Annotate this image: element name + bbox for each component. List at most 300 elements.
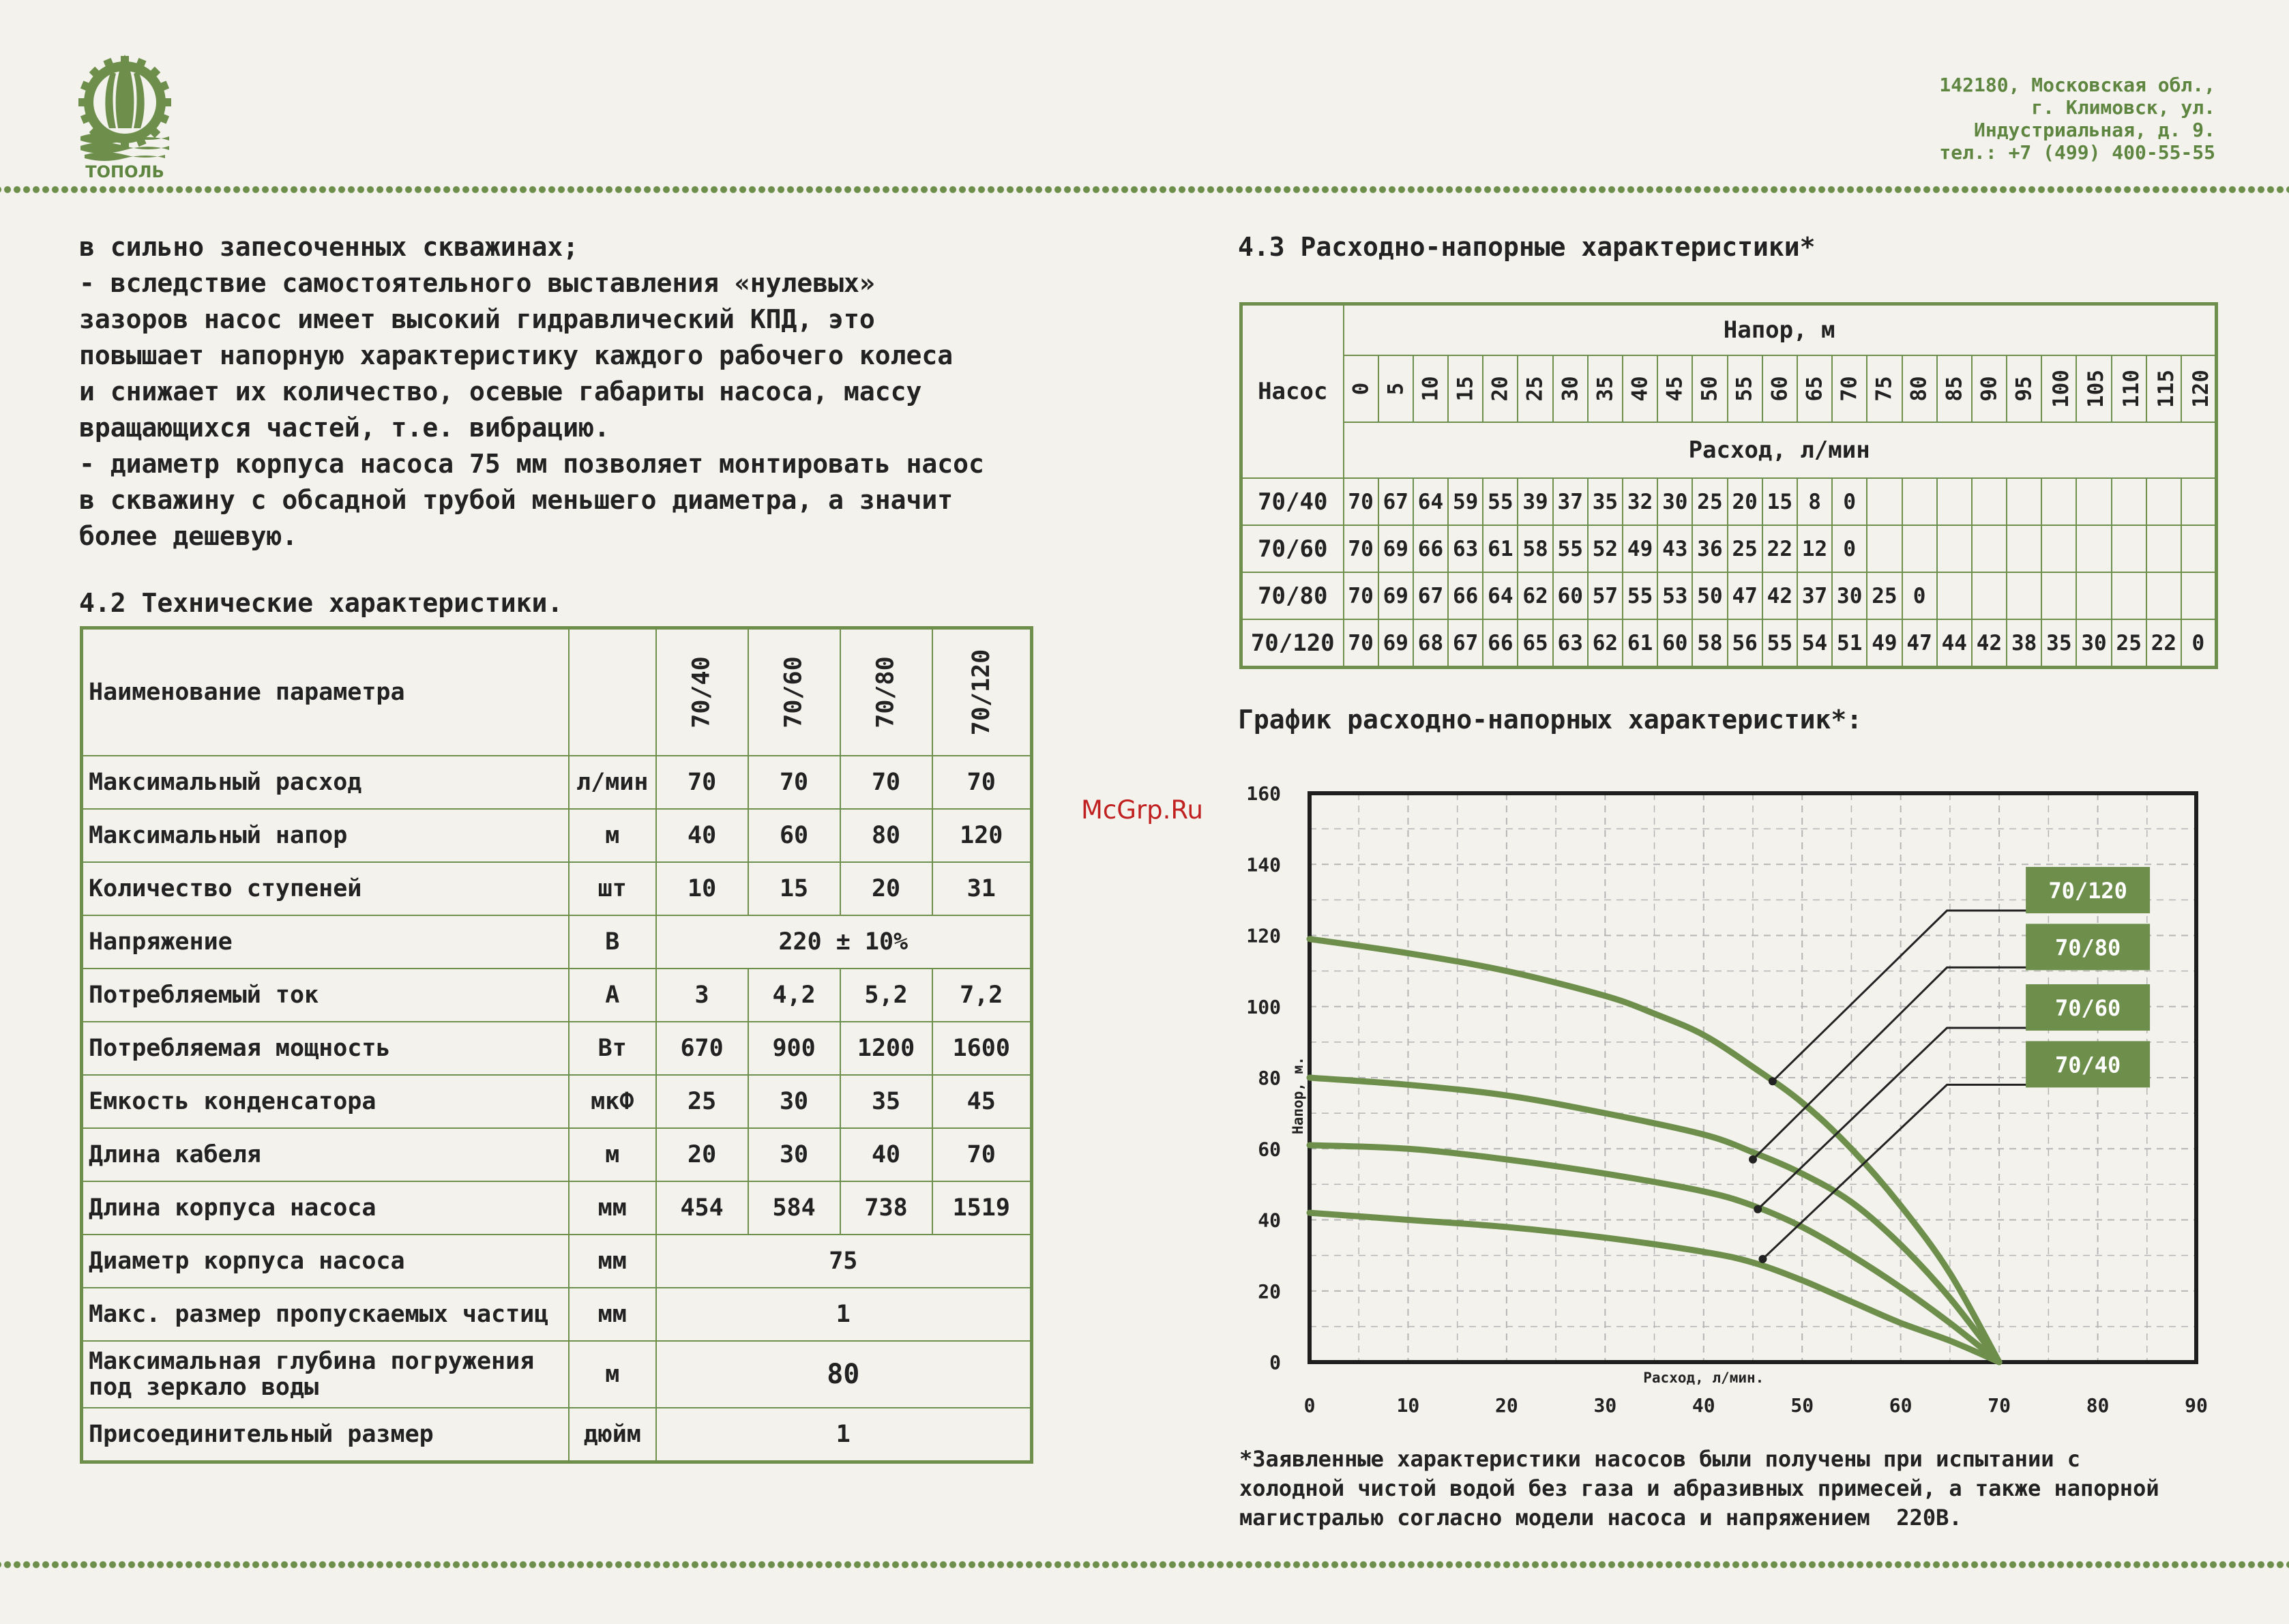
head-value-label: 5 (1383, 382, 1408, 396)
head-value (1344, 355, 1378, 422)
param-value: 70 (932, 1128, 1032, 1181)
table-row (82, 1341, 1032, 1408)
param-value: 45 (932, 1075, 1032, 1128)
param-name: Максимальный напор (82, 809, 569, 862)
flow-value (1867, 525, 1902, 572)
table-row (1241, 619, 2217, 668)
param-value: 670 (656, 1022, 748, 1075)
table-row (1241, 525, 2217, 572)
param-name: Диаметр корпуса насоса (82, 1235, 569, 1288)
flow-value: 32 (1623, 478, 1657, 525)
flow-value: 47 (1902, 619, 1937, 668)
company-address (1939, 74, 2215, 164)
param-value: 80 (656, 1341, 1032, 1408)
head-value-label: 0 (1348, 382, 1374, 396)
spec-header-row (82, 628, 1032, 756)
flow-value: 61 (1623, 619, 1657, 668)
flow-value: 0 (2181, 619, 2216, 668)
y-tick-label: 40 (1258, 1209, 1281, 1232)
pump-model: 70/80 (1241, 572, 1344, 619)
head-value (1623, 355, 1657, 422)
flow-value: 25 (1692, 478, 1727, 525)
flow-value (1972, 572, 2007, 619)
pump-label: Насос (1241, 304, 1344, 479)
head-value-label: 95 (2011, 376, 2037, 402)
param-name: Потребляемый ток (82, 969, 569, 1022)
head-value (1378, 355, 1413, 422)
flow-value: 69 (1378, 572, 1413, 619)
model-label: 70/60 (780, 656, 808, 728)
flow-value (2112, 525, 2146, 572)
flow-value (2007, 572, 2041, 619)
param-unit: мкФ (569, 1075, 656, 1128)
x-tick-label: 80 (2086, 1394, 2110, 1417)
param-value: 35 (840, 1075, 932, 1128)
x-axis-label: Расход, л/мин. (1643, 1370, 1764, 1386)
flow-value: 67 (1448, 619, 1483, 668)
intro-text (79, 229, 1061, 555)
flow-value: 53 (1657, 572, 1692, 619)
head-value-label: 20 (1488, 376, 1513, 402)
flow-value: 65 (1518, 619, 1552, 668)
chart-title: График расходно-напорных характеристик*: (1238, 705, 1863, 735)
flow-value (2181, 525, 2216, 572)
flow-value: 69 (1378, 525, 1413, 572)
flow-value: 30 (2076, 619, 2111, 668)
flow-value: 55 (1553, 525, 1588, 572)
flow-value: 0 (1832, 478, 1867, 525)
param-value: 70 (656, 756, 748, 809)
x-tick-label: 90 (2185, 1394, 2208, 1417)
y-axis-label: Напор, м. (1290, 1057, 1306, 1134)
param-value: 1600 (932, 1022, 1032, 1075)
callout-anchor-dot (1769, 1077, 1777, 1085)
flow-value: 25 (2112, 619, 2146, 668)
pump-model: 70/60 (1241, 525, 1344, 572)
x-tick-label: 20 (1495, 1394, 1518, 1417)
flow-value: 36 (1692, 525, 1727, 572)
param-value: 738 (840, 1181, 932, 1235)
head-value (2076, 355, 2111, 422)
flow-value (2007, 478, 2041, 525)
series-label: 70/120 (2048, 878, 2127, 904)
y-tick-label: 100 (1246, 995, 1281, 1018)
param-unit: м (569, 1128, 656, 1181)
param-value: 10 (656, 862, 748, 915)
head-value-label: 75 (1872, 376, 1897, 402)
param-unit: м (569, 809, 656, 862)
flow-value (2076, 525, 2111, 572)
flow-value: 25 (1728, 525, 1762, 572)
intro-line: и снижает их количество, осевые габариты насоса, массу (79, 377, 922, 407)
flow-value: 37 (1553, 478, 1588, 525)
param-name: Максимальная глубина погружения под зеркало воды (82, 1341, 569, 1408)
flow-value: 42 (1762, 572, 1797, 619)
section-number: 4.2 (79, 588, 126, 618)
param-value: 20 (656, 1128, 748, 1181)
param-unit: л/мин (569, 756, 656, 809)
table-row (82, 1181, 1032, 1235)
pump-model: 70/40 (1241, 478, 1344, 525)
spec-header-model (748, 628, 840, 756)
head-value-label: 90 (1977, 376, 2002, 402)
param-unit: шт (569, 862, 656, 915)
intro-line: в сильно запесоченных скважинах; (79, 232, 579, 262)
table-row (82, 809, 1032, 862)
param-value: 70 (932, 756, 1032, 809)
head-value-label: 70 (1837, 376, 1862, 402)
param-value: 5,2 (840, 969, 932, 1022)
flow-value: 50 (1692, 572, 1727, 619)
y-tick-label: 160 (1246, 782, 1281, 805)
head-value-label: 55 (1732, 376, 1758, 402)
flow-value (2041, 525, 2076, 572)
param-value: 20 (840, 862, 932, 915)
param-unit: м (569, 1341, 656, 1408)
head-value (1867, 355, 1902, 422)
flow-value: 55 (1623, 572, 1657, 619)
y-tick-label: 80 (1258, 1067, 1281, 1089)
flow-value: 67 (1378, 478, 1413, 525)
x-tick-label: 70 (1988, 1394, 2011, 1417)
head-value (2041, 355, 2076, 422)
spec-header-param: Наименование параметра (82, 628, 569, 756)
flow-value: 70 (1344, 572, 1378, 619)
head-value-label: 115 (2153, 370, 2179, 408)
flow-value: 66 (1413, 525, 1448, 572)
address-line: г. Климовск, ул. (2031, 96, 2215, 119)
flow-value: 20 (1728, 478, 1762, 525)
model-label: 70/40 (688, 656, 716, 728)
flow-value: 47 (1728, 572, 1762, 619)
param-name: Количество ступеней (82, 862, 569, 915)
pump-model: 70/120 (1241, 619, 1344, 668)
table-row (82, 1235, 1032, 1288)
flow-value: 43 (1657, 525, 1692, 572)
model-label: 70/80 (872, 656, 900, 728)
param-value: 60 (748, 809, 840, 862)
head-value (1413, 355, 1448, 422)
intro-line: повышает напорную характеристику каждого рабочего колеса (79, 340, 954, 370)
callout-anchor-dot (1754, 1205, 1762, 1213)
table-row (82, 862, 1032, 915)
flow-value: 15 (1762, 478, 1797, 525)
param-name: Длина корпуса насоса (82, 1181, 569, 1235)
flow-value: 67 (1413, 572, 1448, 619)
head-value-label: 60 (1767, 376, 1792, 402)
head-value (1762, 355, 1797, 422)
param-value: 80 (840, 809, 932, 862)
param-unit: В (569, 915, 656, 969)
param-unit: дюйм (569, 1408, 656, 1462)
intro-line: зазоров насос имеет высокий гидравлический КПД, это (79, 304, 875, 334)
section-number: 4.3 (1238, 232, 1285, 262)
flow-value: 55 (1762, 619, 1797, 668)
head-value (2112, 355, 2146, 422)
flow-value (2007, 525, 2041, 572)
param-name: Длина кабеля (82, 1128, 569, 1181)
intro-line: - диаметр корпуса насоса 75 мм позволяет монтировать насос (79, 449, 984, 479)
param-value: 120 (932, 809, 1032, 862)
flow-value (2076, 478, 2111, 525)
series-label: 70/40 (2054, 1052, 2121, 1078)
head-value (1972, 355, 2007, 422)
head-value (1518, 355, 1552, 422)
section-title-text: Технические характеристики. (141, 588, 563, 618)
spec-header-model (840, 628, 932, 756)
flow-value: 58 (1692, 619, 1727, 668)
table-row (82, 1022, 1032, 1075)
flow-value: 70 (1344, 525, 1378, 572)
x-tick-label: 50 (1790, 1394, 1814, 1417)
flow-value: 59 (1448, 478, 1483, 525)
flow-value (2041, 478, 2076, 525)
param-unit: мм (569, 1288, 656, 1341)
flow-value: 60 (1657, 619, 1692, 668)
table-row (82, 1288, 1032, 1341)
param-value: 4,2 (748, 969, 840, 1022)
footnote-line: холодной чистой водой без газа и абразивных примесей, а также напорной (1239, 1475, 2159, 1501)
flow-value: 49 (1867, 619, 1902, 668)
flow-value: 0 (1832, 525, 1867, 572)
head-value (1692, 355, 1727, 422)
flow-value (1867, 478, 1902, 525)
head-value (1797, 355, 1832, 422)
flow-value: 63 (1553, 619, 1588, 668)
flow-value: 62 (1518, 572, 1552, 619)
flow-value: 63 (1448, 525, 1483, 572)
flow-value: 56 (1728, 619, 1762, 668)
param-value: 15 (748, 862, 840, 915)
head-value-label: 85 (1942, 376, 1967, 402)
flow-value (2181, 478, 2216, 525)
head-value-label: 40 (1627, 376, 1653, 402)
flow-value: 12 (1797, 525, 1832, 572)
bottom-dotted-divider (0, 1559, 2289, 1570)
spec-header-unit (569, 628, 656, 756)
flow-value: 64 (1413, 478, 1448, 525)
flow-value: 22 (2146, 619, 2181, 668)
flow-value: 70 (1344, 619, 1378, 668)
y-tick-label: 60 (1258, 1138, 1281, 1161)
flow-value (2112, 572, 2146, 619)
param-value: 40 (656, 809, 748, 862)
table-row (82, 969, 1032, 1022)
poplar-gear-icon (74, 48, 176, 184)
head-value-label: 50 (1697, 376, 1722, 402)
flow-value (1972, 478, 2007, 525)
top-dotted-divider (0, 184, 2289, 195)
flow-value: 25 (1867, 572, 1902, 619)
gear-tooth (78, 98, 88, 106)
footnote (1239, 1445, 2159, 1533)
param-value: 31 (932, 862, 1032, 915)
head-value (1902, 355, 1937, 422)
flow-value: 70 (1344, 478, 1378, 525)
flow-value (1937, 478, 1972, 525)
table-row (82, 1408, 1032, 1462)
head-value (1553, 355, 1588, 422)
head-value (1728, 355, 1762, 422)
flow-value: 38 (2007, 619, 2041, 668)
flow-value: 64 (1483, 572, 1518, 619)
flow-value (2112, 478, 2146, 525)
head-value (2146, 355, 2181, 422)
head-label: Напор, м (1344, 304, 2217, 356)
flow-value (1972, 525, 2007, 572)
head-value-label: 45 (1662, 376, 1687, 402)
flow-value: 30 (1657, 478, 1692, 525)
param-value: 1 (656, 1408, 1032, 1462)
head-value (2007, 355, 2041, 422)
x-tick-label: 40 (1692, 1394, 1715, 1417)
head-value-label: 30 (1558, 376, 1583, 402)
flow-value (1937, 525, 1972, 572)
flow-value: 61 (1483, 525, 1518, 572)
flow-value (2181, 572, 2216, 619)
head-value-label: 80 (1907, 376, 1932, 402)
intro-line: в скважину с обсадной трубой меньшего диаметра, а значит (79, 485, 954, 515)
address-line: 142180, Московская обл., (1939, 74, 2215, 96)
flow-value: 39 (1518, 478, 1552, 525)
series-label: 70/80 (2054, 934, 2121, 961)
param-value: 30 (748, 1075, 840, 1128)
spec-table (80, 626, 1033, 1464)
flow-value: 44 (1937, 619, 1972, 668)
footnote-line: магистралью согласно модели насоса и напряжением 220В. (1239, 1505, 1962, 1531)
head-value (1937, 355, 1972, 422)
flow-value (2076, 572, 2111, 619)
flow-value: 49 (1623, 525, 1657, 572)
table-row (1241, 572, 2217, 619)
spec-header-model (656, 628, 748, 756)
head-value (2181, 355, 2216, 422)
flow-heads-row (1241, 355, 2217, 422)
y-tick-label: 140 (1246, 853, 1281, 876)
param-name: Присоединительный размер (82, 1408, 569, 1462)
flow-label: Расход, л/мин (1344, 422, 2217, 478)
param-value: 40 (840, 1128, 932, 1181)
param-value: 70 (748, 756, 840, 809)
head-value-label: 15 (1453, 376, 1478, 402)
head-value-label: 105 (2084, 370, 2109, 408)
param-unit: мм (569, 1235, 656, 1288)
table-row (1241, 478, 2217, 525)
head-value-label: 25 (1523, 376, 1548, 402)
param-value: 75 (656, 1235, 1032, 1288)
flow-value: 66 (1448, 572, 1483, 619)
y-tick-label: 120 (1246, 924, 1281, 947)
flow-value: 62 (1588, 619, 1623, 668)
param-name: Потребляемая мощность (82, 1022, 569, 1075)
head-value-label: 100 (2049, 370, 2074, 408)
footnote-line: *Заявленные характеристики насосов были получены при испытании с (1239, 1446, 2080, 1472)
section-title-text: Расходно-напорные характеристики* (1300, 232, 1816, 262)
param-name: Максимальный расход (82, 756, 569, 809)
flow-value: 55 (1483, 478, 1518, 525)
flow-value (2041, 572, 2076, 619)
head-value-label: 35 (1593, 376, 1618, 402)
flow-head-chart (1221, 764, 2244, 1419)
flow-value (2146, 572, 2181, 619)
flow-value: 68 (1413, 619, 1448, 668)
head-value-label: 110 (2118, 370, 2144, 408)
flow-value: 66 (1483, 619, 1518, 668)
flow-value: 57 (1588, 572, 1623, 619)
param-value: 25 (656, 1075, 748, 1128)
head-value (1483, 355, 1518, 422)
spec-section-title (79, 588, 563, 618)
x-tick-label: 0 (1303, 1394, 1316, 1417)
flow-value: 30 (1832, 572, 1867, 619)
model-label: 70/120 (967, 649, 995, 736)
flow-value: 60 (1553, 572, 1588, 619)
flow-value: 54 (1797, 619, 1832, 668)
head-value (1448, 355, 1483, 422)
param-value: 70 (840, 756, 932, 809)
param-name: Напряжение (82, 915, 569, 969)
head-value-label: 65 (1802, 376, 1827, 402)
y-tick-label: 0 (1269, 1351, 1281, 1374)
param-value: 220 ± 10% (656, 915, 1032, 969)
callout-anchor-dot (1758, 1255, 1767, 1263)
intro-line: - вследствие самостоятельного выставления «нулевых» (79, 268, 875, 298)
spec-header-model (932, 628, 1032, 756)
param-unit: А (569, 969, 656, 1022)
param-value: 1519 (932, 1181, 1032, 1235)
flow-value: 52 (1588, 525, 1623, 572)
callout-anchor-dot (1749, 1155, 1757, 1164)
flow-value: 51 (1832, 619, 1867, 668)
flow-value (1937, 572, 1972, 619)
table-row (82, 756, 1032, 809)
watermark: McGrp.Ru (1081, 795, 1203, 825)
param-value: 30 (748, 1128, 840, 1181)
flow-value: 0 (1902, 572, 1937, 619)
flow-section-title (1238, 232, 1816, 262)
x-tick-label: 30 (1593, 1394, 1617, 1417)
address-line: Индустриальная, д. 9. (1973, 119, 2215, 141)
flow-label-row (1241, 422, 2217, 478)
head-value (1657, 355, 1692, 422)
gear-tooth (162, 98, 171, 106)
param-value: 584 (748, 1181, 840, 1235)
flow-value: 69 (1378, 619, 1413, 668)
head-value (1832, 355, 1867, 422)
param-value: 454 (656, 1181, 748, 1235)
series-label: 70/60 (2054, 995, 2121, 1022)
table-row (82, 1075, 1032, 1128)
param-name: Макс. размер пропускаемых частиц (82, 1288, 569, 1341)
flow-value: 37 (1797, 572, 1832, 619)
param-value: 900 (748, 1022, 840, 1075)
intro-line: более дешевую. (79, 521, 298, 551)
flow-value: 35 (2041, 619, 2076, 668)
flow-value (1902, 478, 1937, 525)
flow-header-row (1241, 304, 2217, 356)
head-value-label: 10 (1418, 376, 1443, 402)
head-value-label: 120 (2189, 370, 2213, 408)
param-value: 3 (656, 969, 748, 1022)
head-value (1588, 355, 1623, 422)
logo-text: ТОПОЛЬ (85, 162, 164, 181)
flow-value: 35 (1588, 478, 1623, 525)
flow-table (1239, 302, 2218, 669)
intro-line: вращающихся частей, т.е. вибрацию. (79, 413, 610, 443)
flow-value (2146, 525, 2181, 572)
flow-value: 8 (1797, 478, 1832, 525)
flow-value (1902, 525, 1937, 572)
